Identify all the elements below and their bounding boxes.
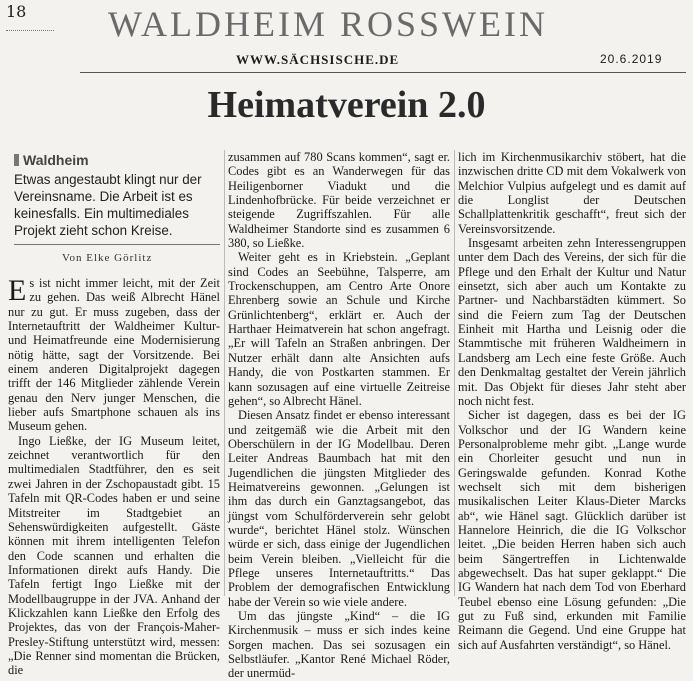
page-number: 18 bbox=[6, 2, 27, 21]
paragraph: zusammen auf 780 Scans kommen“, sagt er. Codes gibt es an Wanderwegen für das Heiligenborner Viadukt und die Lindenhofbrücke. Für beide verzeichnet er steigende Zugriffszahlen. Für alle Waldheimer Standorte sind es zusammen 6 380, so Ließke. bbox=[228, 150, 450, 251]
article-headline: Heimatverein 2.0 bbox=[207, 84, 486, 126]
location-marker bbox=[14, 154, 19, 166]
column-divider bbox=[454, 150, 455, 596]
website-link: WWW.SÄCHSISCHE.DE bbox=[236, 52, 400, 67]
page-number-rule bbox=[6, 30, 54, 31]
paragraph: lich im Kirchenmusikarchiv stöbert, hat die inzwischen dritte CD mit dem Vokalwerk von Melchior Vulpius aufgelegt und es damit auf die Longlist der Deutschen Schallplattenkritik geschafft“, freut sich der Vereinsvorsitzende. bbox=[458, 150, 686, 236]
article-lead: Etwas angestaubt klingt nur der Vereinsname. Die Arbeit ist es keinesfalls. Ein multimediales Projekt zieht schon Kreise. bbox=[14, 172, 202, 238]
paragraph-text: s ist nicht immer leicht, mit der Zeit zu gehen. Das weiß Albrecht Hänel nur zu gut. Er muss zugeben, dass der Internetauftritt der Waldheimer Kultur- und Heimatfreunde eine Modernisierung nötig hätte, sagt der Vorsitzende. Bei einem anderen Digitalprojekt dagegen trifft der 146 Mitglieder zählende Verein genau den Nerv junger Menschen, die lieber aufs Smartphone schauen als ins Museum gehen. bbox=[8, 276, 220, 434]
header-rule bbox=[80, 72, 686, 73]
location-label bbox=[14, 152, 89, 168]
paragraph: Weiter geht es in Kriebstein. „Geplant sind Codes an Seebühne, Talsperre, am Trockenschuppen, am Centro Arte Onore Ehrenberg sowie an Schule und Kirche Grünlichtenberg“, erklärt er. Auch der Harthaer Heimatverein hat schon angefragt. „Er will Tafeln an Straßen anbringen. Der Nutzer erhält dann alte Ansichten aufs Handy, die von Postkarten stammen. Er kann sozusagen auf eine virtuelle Zeitreise gehen“, so Albrecht Hänel. bbox=[228, 250, 450, 408]
paragraph: Um das jüngste „Kind“ – die IG Kirchenmusik – muss er sich indes keine Sorgen machen. Das sei sozusagen ein Selbstläufer. „Kantor René Michael Röder, der unermüd- bbox=[228, 609, 450, 681]
column-divider bbox=[224, 150, 225, 596]
article-column-3 bbox=[458, 150, 686, 652]
location-text: Waldheim bbox=[23, 152, 89, 168]
masthead: WALDHEIM ROSSWEIN bbox=[108, 4, 548, 44]
article-column-1 bbox=[8, 276, 220, 678]
paragraph bbox=[8, 276, 220, 434]
drop-cap: E bbox=[8, 274, 27, 307]
paragraph: Ingo Ließke, der IG Museum leitet, zeichnet verantwortlich für den multimedialen Stadtführer, den es seit zwei Jahren in der Zschopaustadt gibt. 15 Tafeln mit QR-Codes haben er und seine Mitstreiter im Stadtgebiet an Sehenswürdigkeiten aufgestellt. Gäste können mit ihrem intelligenten Telefon den Code scannen und erhalten die Informationen direkt aufs Handy. Die Tafeln fertigt Ingo Ließke mit der Modellbaugruppe in der JVA. Anhand der Klickzahlen kann Ließke den Erfolg des Projektes, das von der François-Maher-Presley-Stiftung unterstützt wird, messen: „Die Renner sind momentan die Brücken, die bbox=[8, 433, 220, 678]
issue-date: 20.6.2019 bbox=[600, 52, 663, 66]
paragraph: Insgesamt arbeiten zehn Interessengruppen unter dem Dach des Vereins, der sich für die Pflege und den Erhalt der Kultur und Natur einsetzt, sich aber auch um Kontakte zu Partner- und Nachbarstädten kümmert. So sind die Feiern zum Tag der Deutschen Einheit mit Hartha und Leisnig oder die Stammtische mit früheren Waldheimern in Landsberg am Lech eine feste Größe. Auch den Denkmaltag gestaltet der Verein jährlich mit. Das Objekt für dieses Jahr steht aber noch nicht fest. bbox=[458, 236, 686, 408]
byline: Von Elke Görlitz bbox=[62, 252, 153, 264]
lead-rule bbox=[14, 244, 220, 245]
paragraph: Sicher ist dagegen, dass es bei der IG Volkschor und der IG Wandern keine Personalprobleme mehr gibt. „Lange wurde ein Chorleiter gesucht und nun in Geringswalde gefunden. Konrad Kothe wechselt sich mit dem bisherigen musikalischen Leiter Klaus-Dieter Marcks ab“, wie Hänel sagt. Glücklich darüber ist Hannelore Heinrich, die die IG Volkschor leitet. „Die beiden Herren haben sich auch beim Sängertreffen in Lichtenwalde abgewechselt. Das hat super geklappt.“ Die IG Wandern hat nach dem Tod von Eberhard Teubel ebenso eine Lösung gefunden: „Die gut zu Fuß sind, erkunden mit Familie Reimann die Gegend. Und eine Gruppe hat sich auf Ausfahrten verständigt“, so Hänel. bbox=[458, 408, 686, 652]
paragraph: Diesen Ansatz findet er ebenso interessant und zeitgemäß wie die Arbeit mit den Oberschülern in der IG Modellbau. Deren Leiter Andreas Baumbach hat mit den Jugendlichen die jüngsten Mitglieder des Heimatvereins gewonnen. „Gelungen ist ihm das durch ein Ganztagsangebot, das jüngst vom Schulförderverein sehr gelobt wurde“, berichtet Hänel stolz. Wünschen würde er sich, dass einige der Jugendlichen beim Verein bleiben. „Vielleicht für die Pflege unseres Internetauftritts.“ Das Problem der demografischen Entwicklung habe der Verein so wie viele andere. bbox=[228, 408, 450, 609]
article-column-2 bbox=[228, 150, 450, 681]
